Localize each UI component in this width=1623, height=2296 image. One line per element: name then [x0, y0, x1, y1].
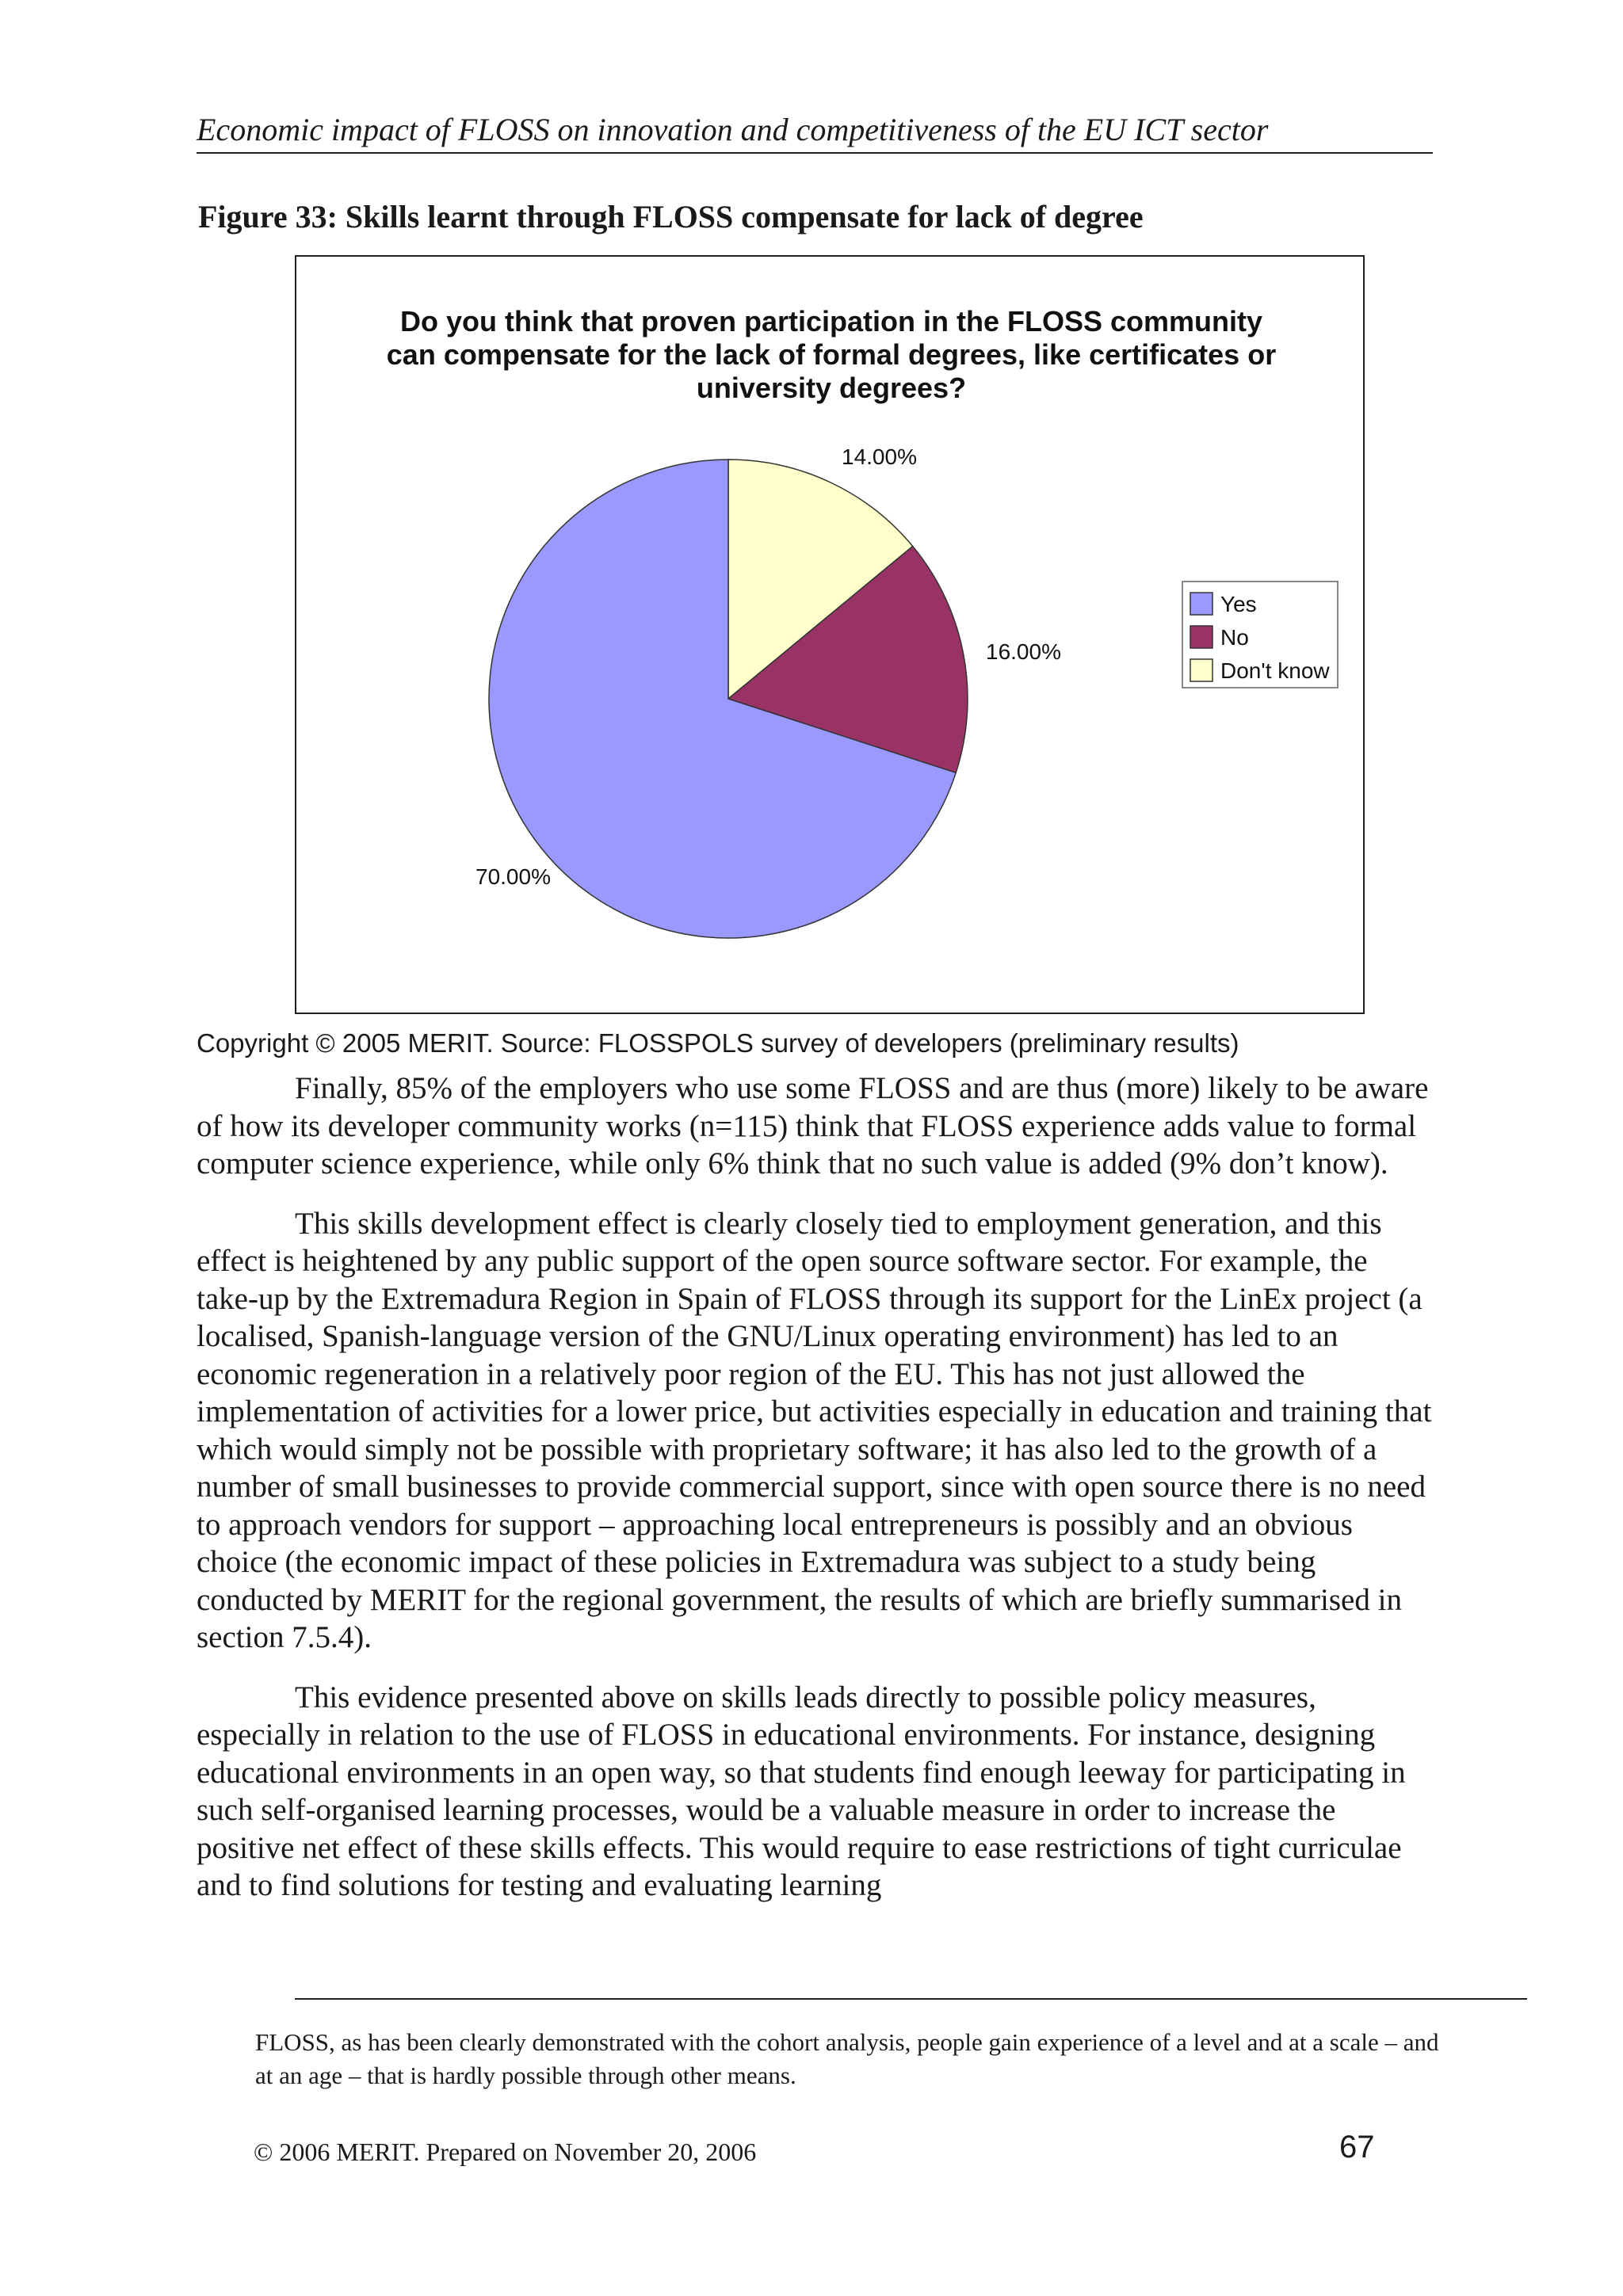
legend-swatch-no — [1190, 626, 1212, 648]
chart-frame — [295, 255, 1365, 1014]
footer-copyright: © 2006 MERIT. Prepared on November 20, 2006 — [254, 2138, 757, 2166]
paragraph: This skills development effect is clearly closely tied to employment generation, and this effect is heightened by any public support of the open source software sector. For example, the take-up by the Extremadura Region in Spain of FLOSS through its support for the LinEx project (a localised, Spanish-language version of the GNU/Linux operating environment) has led to an economic regeneration in a relatively poor region of the EU. This has not just allowed the implementation of activities for a lower price, but activities especially in education and training that which would simply not be possible with proprietary software; it has also led to the growth of a number of small businesses to provide commercial support, since with open source there is no need to approach vendors for support – approaching local entrepreneurs is possibly and an obvious choice (the economic impact of these policies in Extremadura was subject to a study being conducted by MERIT for the regional government, the results of which are briefly summarised in section 7.5.4). — [197, 1206, 1432, 1654]
chart-title-line-1: Do you think that proven participation in the FLOSS community — [399, 305, 1263, 338]
legend-label-no: No — [1220, 625, 1249, 650]
legend-swatch-yes — [1190, 593, 1212, 615]
page-number: 67 — [1339, 2130, 1375, 2164]
legend-label-dont-know: Don't know — [1220, 658, 1330, 683]
chart-title-line-2: can compensate for the lack of formal degrees, like certificates or — [386, 338, 1277, 371]
footnote-separator — [295, 1998, 1527, 2000]
slice-label-no: 16.00% — [986, 639, 1061, 664]
footnote-text: FLOSS, as has been clearly demonstrated with the cohort analysis, people gain experience of a level and at a scale – and at an age – that is hardly possible through other means. — [255, 2028, 1439, 2089]
chart-legend — [1182, 582, 1338, 688]
legend-swatch-dont-know — [1190, 659, 1212, 681]
paragraph: Finally, 85% of the employers who use some FLOSS and are thus (more) likely to be aware of how its developer community works (n=115) think that FLOSS experience adds value to formal computer science experience, while only 6% think that no such value is added (9% don’t know). — [197, 1071, 1429, 1180]
figure-caption: Figure 33: Skills learnt through FLOSS compensate for lack of degree — [198, 199, 1144, 235]
pie-chart — [296, 257, 1366, 1016]
slice-label-dont-know: 14.00% — [842, 444, 917, 469]
figure-copyright: Copyright © 2005 MERIT. Source: FLOSSPOLS survey of developers (preliminary results) — [197, 1028, 1239, 1058]
body-text — [197, 1070, 1433, 1927]
slice-label-yes: 70.00% — [475, 864, 551, 889]
legend-label-yes: Yes — [1220, 592, 1257, 616]
paragraph: This evidence presented above on skills leads directly to possible policy measures, especially in relation to the use of FLOSS in educational environments. For instance, designing educational environments in an open way, so that students find enough leeway for participating in such self-organised learning processes, would be a valuable measure in order to increase the positive net effect of these skills effects. This would require to ease restrictions of tight curriculae and to find solutions for testing and evaluating learning — [197, 1680, 1406, 1902]
running-header: Economic impact of FLOSS on innovation and competitiveness of the EU ICT sector — [197, 111, 1433, 154]
chart-title-line-3: university degrees? — [696, 372, 967, 404]
